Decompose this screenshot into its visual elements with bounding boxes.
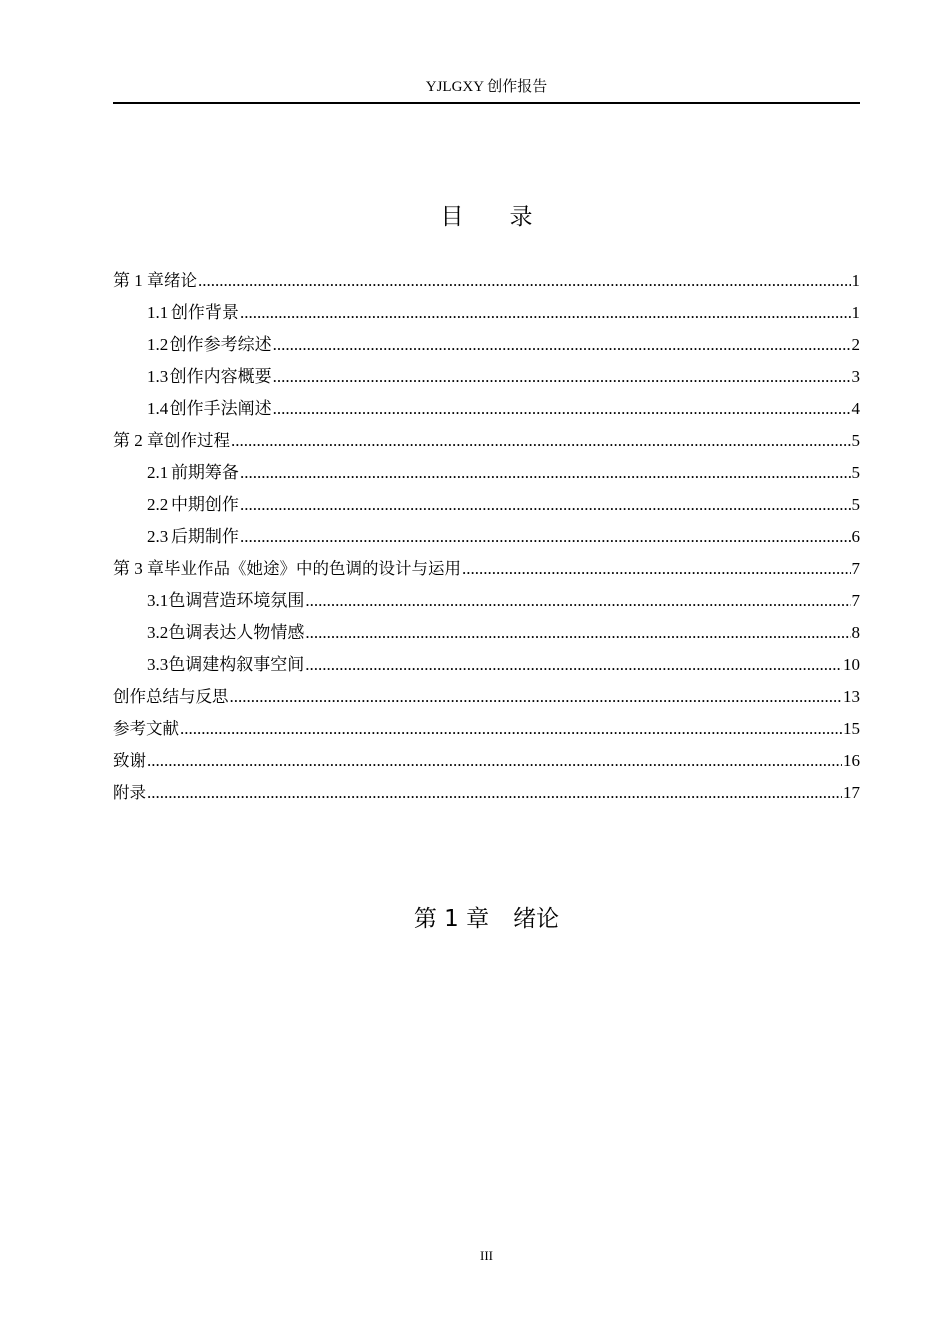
toc-entry-page: 5: [851, 463, 860, 482]
toc-entry-label: 绪论: [164, 271, 197, 290]
toc-entry-label: 色调表达人物情感: [168, 623, 305, 642]
toc-entry-label: 色调营造环境氛围: [168, 591, 305, 610]
chapter-heading-title: 绪论: [513, 906, 560, 932]
toc-entry-number: 第 1 章: [113, 271, 164, 290]
toc-entry-number: 第 2 章: [113, 431, 164, 450]
toc-entry-page: 2: [851, 335, 860, 354]
toc-entry[interactable]: [113, 649, 860, 681]
toc-title-left: 目: [440, 204, 464, 229]
toc-entry-number: 2.2: [147, 495, 169, 514]
toc-entry-page: 7: [851, 559, 860, 578]
toc-entry-page: 1: [851, 303, 860, 322]
toc-title-right: 录: [509, 204, 533, 229]
toc-entry[interactable]: [113, 585, 860, 617]
toc-entry-number: 3.3: [147, 655, 169, 674]
toc-leader-dots: [273, 361, 851, 393]
toc-leader-dots: [305, 617, 850, 649]
toc-leader-dots: [305, 649, 842, 681]
toc-entry-label: 创作手法阐述: [169, 399, 272, 418]
toc-entry[interactable]: [113, 297, 860, 329]
toc-entry[interactable]: [113, 521, 860, 553]
toc-entry[interactable]: [113, 425, 860, 457]
toc-entry[interactable]: [113, 265, 860, 297]
toc-entry-label: 中期创作: [170, 495, 239, 514]
toc-leader-dots: [240, 297, 851, 329]
toc-entry-label: 创作内容概要: [169, 367, 272, 386]
toc-entry-label: 创作背景: [170, 303, 239, 322]
toc-entry-page: 3: [851, 367, 860, 386]
toc-entry-page: 16: [843, 751, 860, 770]
toc-entry-label: 色调建构叙事空间: [168, 655, 305, 674]
toc-entry-page: 13: [843, 687, 860, 706]
toc-entry[interactable]: [113, 713, 860, 745]
toc-entry[interactable]: [113, 681, 860, 713]
toc-leader-dots: [240, 457, 851, 489]
toc-entry-page: 15: [843, 719, 860, 738]
toc-entry-page: 7: [851, 591, 860, 610]
toc-leader-dots: [147, 745, 842, 777]
toc-entry-number: 1.1: [147, 303, 169, 322]
page-number: III: [480, 1248, 493, 1263]
toc-entry-label: 附录: [113, 783, 146, 802]
page-footer: [113, 1246, 860, 1266]
toc-entry-label: 创作参考综述: [169, 335, 272, 354]
toc-entry-page: 6: [851, 527, 860, 546]
chapter-heading-num: 第 1 章: [413, 906, 490, 932]
toc-leader-dots: [240, 521, 851, 553]
toc-entry-label: 参考文献: [113, 719, 179, 738]
toc-entry[interactable]: [113, 617, 860, 649]
toc-entry[interactable]: [113, 553, 860, 585]
toc-entry-label: 后期制作: [170, 527, 239, 546]
toc-entry-page: 1: [851, 271, 860, 290]
toc-entry-number: 3.2: [147, 623, 169, 642]
toc-title: [113, 200, 860, 234]
toc-entry-number: 2.3: [147, 527, 169, 546]
toc-entry[interactable]: [113, 489, 860, 521]
toc-entry[interactable]: [113, 777, 860, 809]
toc-entry-page: 5: [851, 495, 860, 514]
toc-entry-label: 创作过程: [164, 431, 230, 450]
toc-entry-page: 10: [843, 655, 860, 674]
toc-entry-number: 1.2: [147, 335, 169, 354]
toc-leader-dots: [273, 393, 851, 425]
toc-entry-number: 1.3: [147, 367, 169, 386]
toc-entry[interactable]: [113, 745, 860, 777]
toc-entry-page: 8: [851, 623, 860, 642]
toc-entry-label: 创作总结与反思: [113, 687, 229, 706]
toc-leader-dots: [273, 329, 851, 361]
toc-entry[interactable]: [113, 393, 860, 425]
toc-entry-label: 毕业作品《她途》中的色调的设计与运用: [164, 559, 461, 578]
toc-entry-page: 5: [851, 431, 860, 450]
page-header: [113, 76, 860, 104]
toc-entry-page: 17: [843, 783, 860, 802]
toc-leader-dots: [231, 425, 851, 457]
toc-entry-number: 1.4: [147, 399, 169, 418]
toc-entry[interactable]: [113, 329, 860, 361]
table-of-contents: [113, 265, 860, 809]
toc-leader-dots: [198, 265, 851, 297]
toc-entry-number: 2.1: [147, 463, 169, 482]
toc-leader-dots: [462, 553, 851, 585]
toc-leader-dots: [305, 585, 850, 617]
toc-leader-dots: [230, 681, 843, 713]
header-title: YJLGXY 创作报告: [425, 79, 548, 95]
toc-entry[interactable]: [113, 361, 860, 393]
toc-entry-label: 致谢: [113, 751, 146, 770]
toc-entry-page: 4: [851, 399, 860, 418]
toc-entry-number: 第 3 章: [113, 559, 164, 578]
toc-entry-label: 前期筹备: [170, 463, 239, 482]
toc-leader-dots: [180, 713, 842, 745]
toc-entry[interactable]: [113, 457, 860, 489]
toc-entry-number: 3.1: [147, 591, 169, 610]
chapter-heading: [113, 900, 860, 938]
toc-leader-dots: [147, 777, 842, 809]
toc-leader-dots: [240, 489, 851, 521]
